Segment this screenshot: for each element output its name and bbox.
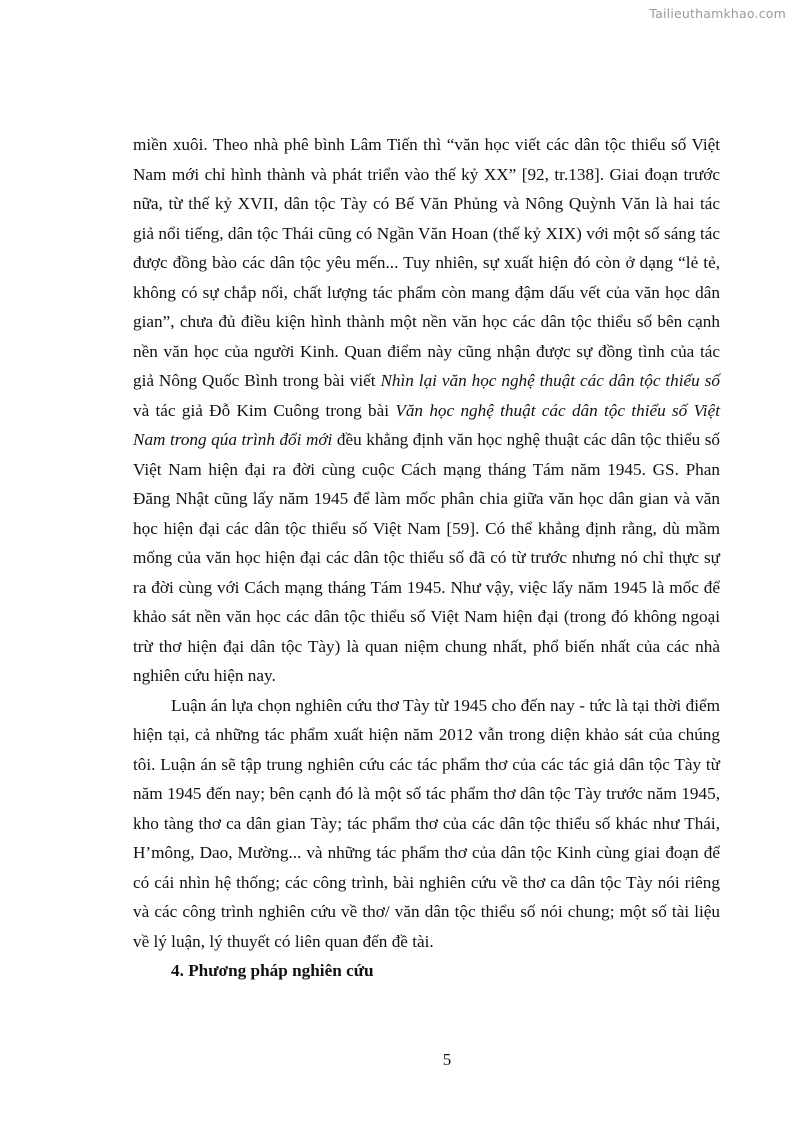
watermark: Tailieuthamkhao.com xyxy=(649,6,786,21)
section-heading: 4. Phương pháp nghiên cứu xyxy=(171,961,374,980)
document-body xyxy=(133,130,720,986)
paragraph-1-title-a: Nhìn lại văn học nghệ thuật các dân tộc thiểu số xyxy=(380,371,720,390)
paragraph-2: Luận án lựa chọn nghiên cứu thơ Tày từ 1945 cho đến nay - tức là tại thời điểm hiện tại, cả những tác phẩm xuất hiện năm 2012 vẫn trong diện khảo sát của chúng tôi. Luận án sẽ tập trung nghiên cứu các tác phẩm thơ của các tác giả dân tộc Tày từ năm 1945 đến nay; bên cạnh đó là một số tác phẩm thơ dân tộc Tày trước năm 1945, kho tàng thơ ca dân gian Tày; tác phẩm thơ của các dân tộc thiểu số khác như Thái, H’mông, Dao, Mường... và những tác phẩm thơ của dân tộc Kinh cùng giai đoạn để có cái nhìn hệ thống; các công trình, bài nghiên cứu về thơ ca dân tộc Tày nói riêng và các công trình nghiên cứu về thơ/ văn dân tộc thiểu số nói chung; một số tài liệu về lý luận, lý thuyết có liên quan đến đề tài. xyxy=(133,695,720,951)
page-number: 5 xyxy=(442,1050,452,1069)
paragraph-1-text-c: đều khẳng định văn học nghệ thuật các dân tộc thiểu số Việt Nam hiện đại ra đời cùng cuộc Cách mạng tháng Tám năm 1945. GS. Phan Đăng Nhật cũng lấy năm 1945 để làm mốc phân chia giữa văn học dân gian và văn học hiện đại các dân tộc thiểu số Việt Nam [59]. Có thể khẳng định rằng, dù mầm mống của văn học hiện đại các dân tộc thiểu số đã có từ trước nhưng nó chỉ thực sự ra đời cùng với Cách mạng tháng Tám 1945. Như vậy, việc lấy năm 1945 là mốc để khảo sát nền văn học các dân tộc thiểu số Việt Nam hiện đại (trong đó không ngoại trừ thơ hiện đại dân tộc Tày) là quan niệm chung nhất, phổ biến nhất của các nhà nghiên cứu hiện nay. xyxy=(133,430,721,685)
paragraph-1-title-b: Văn học nghệ thuật các dân tộc thiểu số Việt Nam trong qúa trình đổi mới xyxy=(133,400,720,449)
paragraph-1-text-b: và tác giả Đỗ Kim Cuông trong bài xyxy=(133,400,396,420)
paragraph-1-text-a: miền xuôi. Theo nhà phê bình Lâm Tiến thì “văn học viết các dân tộc thiểu số Việt Nam mới chỉ hình thành và phát triển vào thế kỷ XX” [92, tr.138]. Giai đoạn trước nữa, từ thế kỷ XVII, dân tộc Tày có Bế Văn Phủng và Nông Quỳnh Văn là hai tác giả nổi tiếng, dân tộc Thái cũng có Ngần Văn Hoan (thế kỷ XIX) với một số sáng tác được đồng bào các dân tộc yêu mến... Tuy nhiên, sự xuất hiện đó còn ở dạng “lẻ tẻ, không có sự chắp nối, chất lượng tác phẩm còn mang đậm dấu vết của văn học dân gian”, chưa đủ điều kiện hình thành một nền văn học các dân tộc thiểu số bên cạnh nền văn học của người Kinh. Quan điểm này cũng nhận được sự đồng tình của tác giả Nông Quốc Bình trong bài viết xyxy=(133,135,720,390)
paragraph-1 xyxy=(133,130,720,691)
